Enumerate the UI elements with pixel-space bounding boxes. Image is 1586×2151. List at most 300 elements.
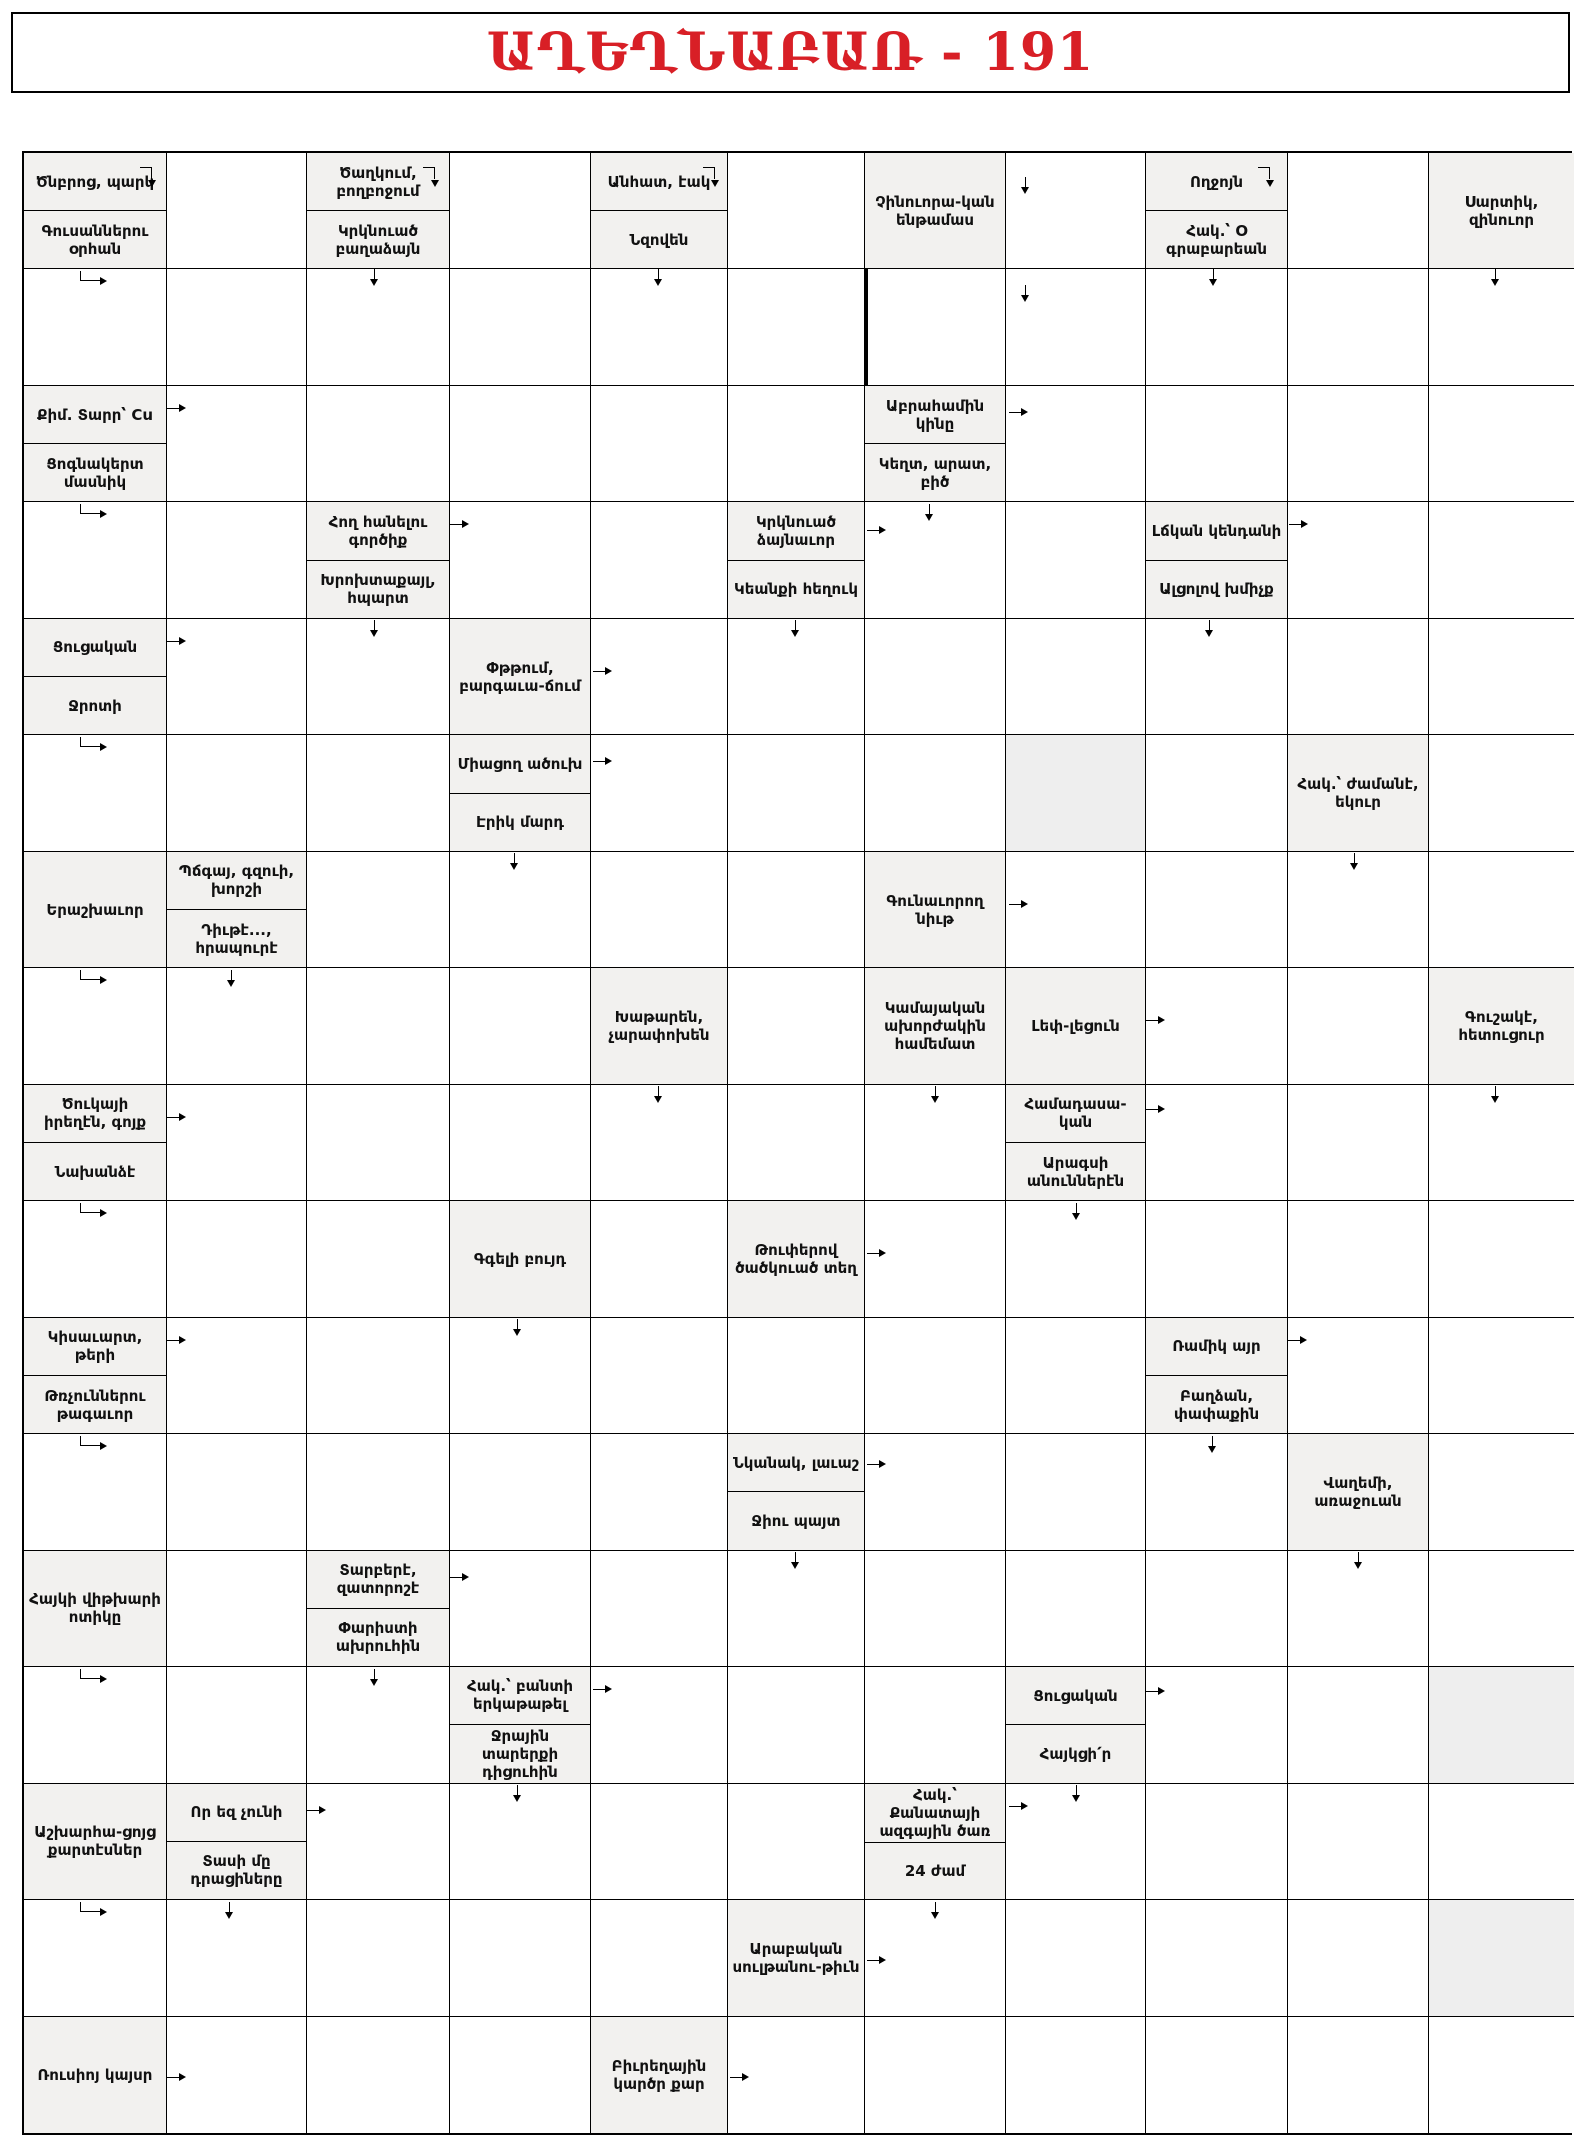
clue-text: Կրկնուած բաղաձայն xyxy=(307,210,449,268)
answer-cell[interactable] xyxy=(24,1201,167,1317)
clue-text: Էրիկ մարդ xyxy=(450,793,590,851)
arrow-right-icon xyxy=(167,1340,183,1341)
answer-cell[interactable] xyxy=(865,1201,1006,1317)
answer-cell[interactable] xyxy=(1006,269,1146,385)
clue-text: Վաղեմի, առաջուան xyxy=(1314,1473,1402,1510)
clue-stack xyxy=(24,1318,166,1433)
arrow-right-icon xyxy=(450,1577,466,1578)
answer-cell[interactable] xyxy=(1288,2017,1429,2133)
answer-cell[interactable] xyxy=(167,968,307,1084)
clue-cell xyxy=(450,619,591,735)
answer-cell[interactable] xyxy=(167,619,307,735)
answer-cell[interactable] xyxy=(1429,1784,1574,1900)
arrow-down-icon xyxy=(795,1552,796,1566)
clue-stack xyxy=(865,1784,1005,1899)
answer-cell[interactable] xyxy=(728,1784,865,1900)
answer-cell[interactable] xyxy=(1146,1551,1288,1667)
clue-cell xyxy=(307,1551,450,1667)
answer-cell[interactable] xyxy=(24,735,167,851)
clue-text: Հակ.՝ Քանատայի ազգային ծառ xyxy=(879,1785,991,1840)
answer-cell[interactable] xyxy=(1429,2017,1574,2133)
answer-cell[interactable] xyxy=(1288,386,1429,502)
answer-cell[interactable] xyxy=(591,502,728,618)
arrow-down-icon xyxy=(1358,1552,1359,1566)
clue-stack xyxy=(1006,968,1145,1083)
answer-cell[interactable] xyxy=(1288,269,1429,385)
answer-cell[interactable] xyxy=(865,1434,1006,1550)
clue-stack xyxy=(24,1551,166,1666)
clue-text: Չինուորա-կան ենթամաս xyxy=(875,192,995,229)
answer-cell[interactable] xyxy=(728,968,865,1084)
arrow-down-icon xyxy=(514,853,515,867)
arrow-down-icon xyxy=(935,1902,936,1916)
clue-cell xyxy=(1006,968,1146,1084)
clue-stack xyxy=(865,852,1005,967)
arrow-right-icon xyxy=(1009,904,1025,905)
answer-cell[interactable] xyxy=(591,269,728,385)
clue-text: Ցուցական xyxy=(52,638,138,657)
answer-cell[interactable] xyxy=(1146,1667,1288,1783)
clue-text: Նզովեն xyxy=(591,210,727,268)
clue-cell xyxy=(450,1667,591,1783)
answer-cell[interactable] xyxy=(591,1784,728,1900)
arrow-down-icon xyxy=(374,620,375,634)
answer-cell[interactable] xyxy=(1006,153,1146,269)
answer-cell[interactable] xyxy=(591,619,728,735)
arrow-right-icon xyxy=(450,524,466,525)
arrow-right-icon xyxy=(867,1960,883,1961)
clue-stack xyxy=(307,1551,449,1666)
arrow-down-icon xyxy=(929,504,930,518)
answer-cell[interactable] xyxy=(307,2017,450,2133)
answer-cell[interactable] xyxy=(728,386,865,502)
answer-cell[interactable] xyxy=(450,269,591,385)
clue-cell xyxy=(728,502,865,618)
answer-cell[interactable] xyxy=(728,1318,865,1434)
clue-cell xyxy=(1006,1667,1146,1783)
clue-text: Գունաւորող նիւթ xyxy=(886,891,984,928)
clue-cell xyxy=(167,852,307,968)
clue-text: Ողջոյն xyxy=(1189,172,1244,191)
answer-cell[interactable] xyxy=(1146,2017,1288,2133)
answer-cell[interactable] xyxy=(1146,1784,1288,1900)
answer-cell[interactable] xyxy=(167,1085,307,1201)
clue-cell xyxy=(24,1318,167,1434)
answer-cell[interactable] xyxy=(1006,2017,1146,2133)
arrow-right-icon xyxy=(593,1689,609,1690)
answer-cell[interactable] xyxy=(307,1434,450,1550)
clue-stack xyxy=(728,1900,864,2015)
blocked-cell xyxy=(1429,1900,1574,2016)
answer-cell[interactable] xyxy=(1146,1201,1288,1317)
clue-text: Գուսաններու օրհան xyxy=(24,210,166,268)
answer-cell[interactable] xyxy=(591,1434,728,1550)
clue-cell xyxy=(865,386,1006,502)
answer-cell[interactable] xyxy=(1429,269,1574,385)
answer-cell[interactable] xyxy=(1288,502,1429,618)
clue-stack xyxy=(1429,968,1574,1083)
clue-stack xyxy=(24,2017,166,2133)
clue-text: Որ եզ չունի xyxy=(190,1803,283,1822)
clue-cell xyxy=(865,153,1006,269)
clue-text: Հակ.՝ ժամանէ, եկուր xyxy=(1297,775,1419,812)
clue-stack xyxy=(307,502,449,617)
answer-cell[interactable] xyxy=(1006,1318,1146,1434)
clue-stack xyxy=(24,1085,166,1200)
answer-cell[interactable] xyxy=(1146,386,1288,502)
answer-cell[interactable] xyxy=(450,2017,591,2133)
clue-cell xyxy=(167,1784,307,1900)
arrow-bent-down-icon xyxy=(140,167,152,179)
answer-cell[interactable] xyxy=(450,1434,591,1550)
clue-stack xyxy=(1006,1667,1145,1782)
answer-cell[interactable] xyxy=(1288,1085,1429,1201)
clue-stack xyxy=(1288,1434,1428,1549)
answer-cell[interactable] xyxy=(24,502,167,618)
answer-cell[interactable] xyxy=(167,1900,307,2016)
answer-cell[interactable] xyxy=(1288,1667,1429,1783)
answer-cell[interactable] xyxy=(24,1900,167,2016)
answer-cell[interactable] xyxy=(865,502,1006,618)
arrow-right-icon xyxy=(867,530,883,531)
answer-cell[interactable] xyxy=(450,386,591,502)
clue-text: Կրկնուած ձայնաւոր xyxy=(755,513,837,550)
arrow-down-icon xyxy=(229,1902,230,1916)
answer-cell[interactable] xyxy=(307,1201,450,1317)
answer-cell[interactable] xyxy=(865,1667,1006,1783)
page-title: ԱՂԵՂՆԱԲԱՌ - 191 xyxy=(486,22,1095,83)
arrow-down-icon xyxy=(1209,620,1210,634)
clue-cell xyxy=(1429,968,1574,1084)
answer-cell[interactable] xyxy=(167,735,307,851)
answer-cell[interactable] xyxy=(1146,852,1288,968)
arrow-down-icon xyxy=(658,269,659,283)
clue-text: Թռչուններու թագաւոր xyxy=(24,1375,166,1433)
clue-stack xyxy=(1146,1318,1287,1433)
answer-cell[interactable] xyxy=(24,269,167,385)
arrow-down-icon xyxy=(1025,285,1026,299)
answer-cell[interactable] xyxy=(1146,269,1288,385)
answer-cell[interactable] xyxy=(1288,852,1429,968)
arrow-right-icon xyxy=(167,1117,183,1118)
answer-cell[interactable] xyxy=(1006,1551,1146,1667)
clue-stack xyxy=(865,153,1005,268)
answer-cell[interactable] xyxy=(307,1784,450,1900)
arrow-bent-right-icon xyxy=(80,1669,102,1679)
arrow-down-icon xyxy=(1354,853,1355,867)
crossword-grid xyxy=(22,151,1572,2135)
clue-text: Բաղձան, փափաքին xyxy=(1146,1375,1287,1433)
answer-cell[interactable] xyxy=(307,1085,450,1201)
answer-cell[interactable] xyxy=(591,1318,728,1434)
clue-text: Երաշխաւոր xyxy=(46,900,144,919)
arrow-right-icon xyxy=(1289,524,1305,525)
clue-cell xyxy=(728,1201,865,1317)
clue-stack xyxy=(591,968,727,1083)
arrow-right-icon xyxy=(867,1253,883,1254)
clue-text: Հակ.՝ բանտի երկաթաթել xyxy=(466,1677,574,1714)
answer-cell[interactable] xyxy=(167,1434,307,1550)
clue-text: Լեփ-լեցուն xyxy=(1031,1017,1120,1036)
clue-stack xyxy=(167,1784,306,1899)
answer-cell[interactable] xyxy=(728,153,865,269)
clue-text: Ծնբրոց, պարկ xyxy=(35,172,155,191)
answer-cell[interactable] xyxy=(307,386,450,502)
clue-text: Համադասա-կան xyxy=(1024,1095,1127,1132)
clue-cell xyxy=(728,1900,865,2016)
answer-cell[interactable] xyxy=(728,1085,865,1201)
clue-text: Ալցոլով խմիչք xyxy=(1146,560,1287,618)
answer-cell[interactable] xyxy=(865,735,1006,851)
arrow-bent-down-icon xyxy=(1258,167,1270,179)
answer-cell[interactable] xyxy=(1429,852,1574,968)
answer-cell[interactable] xyxy=(307,619,450,735)
arrow-bent-right-icon xyxy=(80,970,102,980)
clue-cell xyxy=(24,1551,167,1667)
clue-cell xyxy=(24,386,167,502)
answer-cell[interactable] xyxy=(1146,735,1288,851)
answer-cell[interactable] xyxy=(1429,1085,1574,1201)
answer-cell[interactable] xyxy=(1006,1434,1146,1550)
arrow-right-icon xyxy=(307,1810,323,1811)
answer-cell[interactable] xyxy=(167,502,307,618)
arrow-down-icon xyxy=(231,970,232,984)
answer-cell[interactable] xyxy=(167,1201,307,1317)
answer-cell[interactable] xyxy=(450,1551,591,1667)
clue-text: Լճկան կենդանի xyxy=(1151,522,1282,541)
answer-cell[interactable] xyxy=(1429,1551,1574,1667)
clue-text: Կամայական ախորժակին համեմատ xyxy=(884,999,986,1054)
answer-cell[interactable] xyxy=(728,269,865,385)
answer-cell[interactable] xyxy=(728,735,865,851)
clue-cell xyxy=(450,1201,591,1317)
clue-stack xyxy=(865,968,1005,1083)
clue-text: Կեանքի հեղուկ xyxy=(728,560,864,618)
clue-stack xyxy=(1288,735,1428,850)
blocked-cell xyxy=(1429,1667,1574,1783)
answer-cell[interactable] xyxy=(1006,1900,1146,2016)
clue-text: Տարբերէ, զատորոշէ xyxy=(336,1561,420,1598)
clue-text: Աշխարհա-ցոյց քարտէսներ xyxy=(34,1823,156,1860)
clue-stack xyxy=(865,386,1005,501)
answer-cell[interactable] xyxy=(1146,1085,1288,1201)
arrow-right-icon xyxy=(1146,1691,1162,1692)
clue-text: Հայկցի՛ր xyxy=(1006,1724,1145,1782)
arrow-down-icon xyxy=(795,620,796,634)
answer-cell[interactable] xyxy=(591,1900,728,2016)
answer-cell[interactable] xyxy=(307,1318,450,1434)
answer-cell[interactable] xyxy=(307,735,450,851)
answer-cell[interactable] xyxy=(450,1085,591,1201)
arrow-down-icon xyxy=(517,1319,518,1333)
arrow-bent-right-icon xyxy=(80,1902,102,1912)
arrow-right-icon xyxy=(1009,1806,1025,1807)
clue-text: 24 ժամ xyxy=(865,1842,1005,1899)
clue-stack xyxy=(450,619,590,734)
answer-cell[interactable] xyxy=(1288,619,1429,735)
answer-cell[interactable] xyxy=(1146,1900,1288,2016)
clue-cell xyxy=(591,968,728,1084)
arrow-down-icon xyxy=(374,269,375,283)
arrow-down-icon xyxy=(1076,1785,1077,1799)
answer-cell[interactable] xyxy=(24,1667,167,1783)
clue-text: Ջրոտի xyxy=(24,676,166,734)
clue-stack xyxy=(167,852,306,967)
clue-text: Գգելի բույդ xyxy=(473,1249,567,1268)
answer-cell[interactable] xyxy=(591,1551,728,1667)
clue-stack xyxy=(24,852,166,967)
answer-cell[interactable] xyxy=(1429,1201,1574,1317)
answer-cell[interactable] xyxy=(1288,968,1429,1084)
answer-cell[interactable] xyxy=(1006,386,1146,502)
answer-cell[interactable] xyxy=(450,1900,591,2016)
clue-text: Արաբական սուլթանու-թիւն xyxy=(732,1939,860,1976)
clue-stack xyxy=(24,386,166,501)
clue-text: Միացող ածուխ xyxy=(457,754,583,773)
clue-text: Փթթում, բարգաւա-ճում xyxy=(459,658,581,695)
arrow-bent-right-icon xyxy=(80,504,102,514)
arrow-bent-right-icon xyxy=(80,737,102,747)
clue-stack xyxy=(24,619,166,734)
answer-cell[interactable] xyxy=(728,1667,865,1783)
answer-cell[interactable] xyxy=(1006,852,1146,968)
clue-stack xyxy=(1146,502,1287,617)
clue-text: Կեղտ, արատ, բիծ xyxy=(865,443,1005,501)
clue-text: Բիւրեղային կարծր քար xyxy=(611,2056,707,2093)
clue-cell xyxy=(865,852,1006,968)
answer-cell[interactable] xyxy=(450,502,591,618)
clue-text: Ծաղկում, բողբոջում xyxy=(336,163,420,200)
answer-cell[interactable] xyxy=(307,1900,450,2016)
answer-cell[interactable] xyxy=(1006,619,1146,735)
clue-text: Ցուցական xyxy=(1033,1686,1118,1705)
clue-stack xyxy=(728,1201,864,1316)
answer-cell[interactable] xyxy=(450,153,591,269)
arrow-right-icon xyxy=(167,408,183,409)
clue-cell xyxy=(1006,1085,1146,1201)
clue-stack xyxy=(24,1784,166,1899)
answer-cell[interactable] xyxy=(167,269,307,385)
answer-cell[interactable] xyxy=(1429,619,1574,735)
clue-text: Նկանակ, լաւաշ xyxy=(733,1453,859,1472)
clue-text: Խրոխտաքայլ, հպարտ xyxy=(307,560,449,618)
answer-cell[interactable] xyxy=(1429,1434,1574,1550)
arrow-right-icon xyxy=(593,671,609,672)
title-box xyxy=(11,12,1570,93)
answer-cell[interactable] xyxy=(307,968,450,1084)
answer-cell[interactable] xyxy=(1429,502,1574,618)
clue-text: Հող հանելու գործիք xyxy=(328,513,428,550)
arrow-down-icon xyxy=(1495,1086,1496,1100)
clue-text: Ցոգնակերտ մասնիկ xyxy=(24,443,166,501)
arrow-down-icon xyxy=(1076,1203,1077,1217)
answer-cell[interactable] xyxy=(167,1318,307,1434)
answer-cell[interactable] xyxy=(1288,1201,1429,1317)
arrow-down-icon xyxy=(658,1086,659,1100)
arrow-right-icon xyxy=(1009,412,1025,413)
clue-cell xyxy=(1429,153,1574,269)
answer-cell[interactable] xyxy=(1288,1900,1429,2016)
answer-cell[interactable] xyxy=(865,619,1006,735)
answer-cell[interactable] xyxy=(1006,502,1146,618)
arrow-right-icon xyxy=(593,761,609,762)
clue-text: Թուփերով ծածկուած տեղ xyxy=(735,1240,857,1277)
arrow-down-icon xyxy=(1213,269,1214,283)
clue-text: Անհատ, էակ xyxy=(607,172,711,191)
answer-cell[interactable] xyxy=(307,269,450,385)
blocked-cell xyxy=(1006,735,1146,851)
answer-cell[interactable] xyxy=(1288,1318,1429,1434)
answer-cell[interactable] xyxy=(1288,153,1429,269)
answer-cell[interactable] xyxy=(1146,619,1288,735)
clue-stack xyxy=(1006,1085,1145,1200)
answer-cell[interactable] xyxy=(307,1667,450,1783)
clue-text: Նախանձէ xyxy=(24,1142,166,1200)
clue-text: Աբրահամին կինը xyxy=(885,396,985,433)
clue-text: Հակ.՝ Օ գրաբարեան xyxy=(1146,210,1287,268)
answer-cell[interactable] xyxy=(1146,968,1288,1084)
answer-cell[interactable] xyxy=(167,386,307,502)
arrow-bent-right-icon xyxy=(80,1203,102,1213)
answer-cell[interactable] xyxy=(865,1551,1006,1667)
answer-cell[interactable] xyxy=(307,852,450,968)
clue-text: Ջրային տարերքի դիցուհին xyxy=(450,1724,590,1783)
clue-cell xyxy=(1288,1434,1429,1550)
clue-stack xyxy=(450,735,590,850)
answer-cell[interactable] xyxy=(24,1434,167,1550)
answer-cell[interactable] xyxy=(450,852,591,968)
clue-stack xyxy=(728,1434,864,1549)
arrow-down-icon xyxy=(517,1785,518,1799)
answer-cell[interactable] xyxy=(167,1551,307,1667)
answer-cell[interactable] xyxy=(1429,386,1574,502)
answer-cell[interactable] xyxy=(865,1318,1006,1434)
answer-cell[interactable] xyxy=(167,153,307,269)
answer-cell[interactable] xyxy=(865,269,1006,385)
arrow-bent-right-icon xyxy=(80,271,102,281)
answer-cell[interactable] xyxy=(167,1667,307,1783)
answer-cell[interactable] xyxy=(591,852,728,968)
answer-cell[interactable] xyxy=(1146,1434,1288,1550)
answer-cell[interactable] xyxy=(1288,1784,1429,1900)
clue-text: Պճգայ, գզուի, խորշի xyxy=(178,862,295,899)
clue-cell xyxy=(24,1085,167,1201)
answer-cell[interactable] xyxy=(728,852,865,968)
answer-cell[interactable] xyxy=(591,1201,728,1317)
clue-stack xyxy=(591,2017,727,2133)
answer-cell[interactable] xyxy=(591,735,728,851)
answer-cell[interactable] xyxy=(1429,735,1574,851)
arrow-down-icon xyxy=(374,1669,375,1683)
clue-cell xyxy=(307,502,450,618)
answer-cell[interactable] xyxy=(167,2017,307,2133)
answer-cell[interactable] xyxy=(450,968,591,1084)
answer-cell[interactable] xyxy=(1429,1318,1574,1434)
clue-text: Փարիստի ախրուհին xyxy=(307,1608,449,1666)
arrow-right-icon xyxy=(1146,1020,1162,1021)
clue-cell xyxy=(865,968,1006,1084)
arrow-down-icon xyxy=(1495,269,1496,283)
clue-text: Ջիու պայտ xyxy=(728,1491,864,1549)
clue-text: Կիսաւարտ, թերի xyxy=(47,1328,143,1365)
clue-cell xyxy=(865,1784,1006,1900)
answer-cell[interactable] xyxy=(591,386,728,502)
answer-cell[interactable] xyxy=(865,2017,1006,2133)
arrow-bent-down-icon xyxy=(703,167,715,179)
clue-cell xyxy=(24,619,167,735)
answer-cell[interactable] xyxy=(24,968,167,1084)
arrow-right-icon xyxy=(867,1464,883,1465)
